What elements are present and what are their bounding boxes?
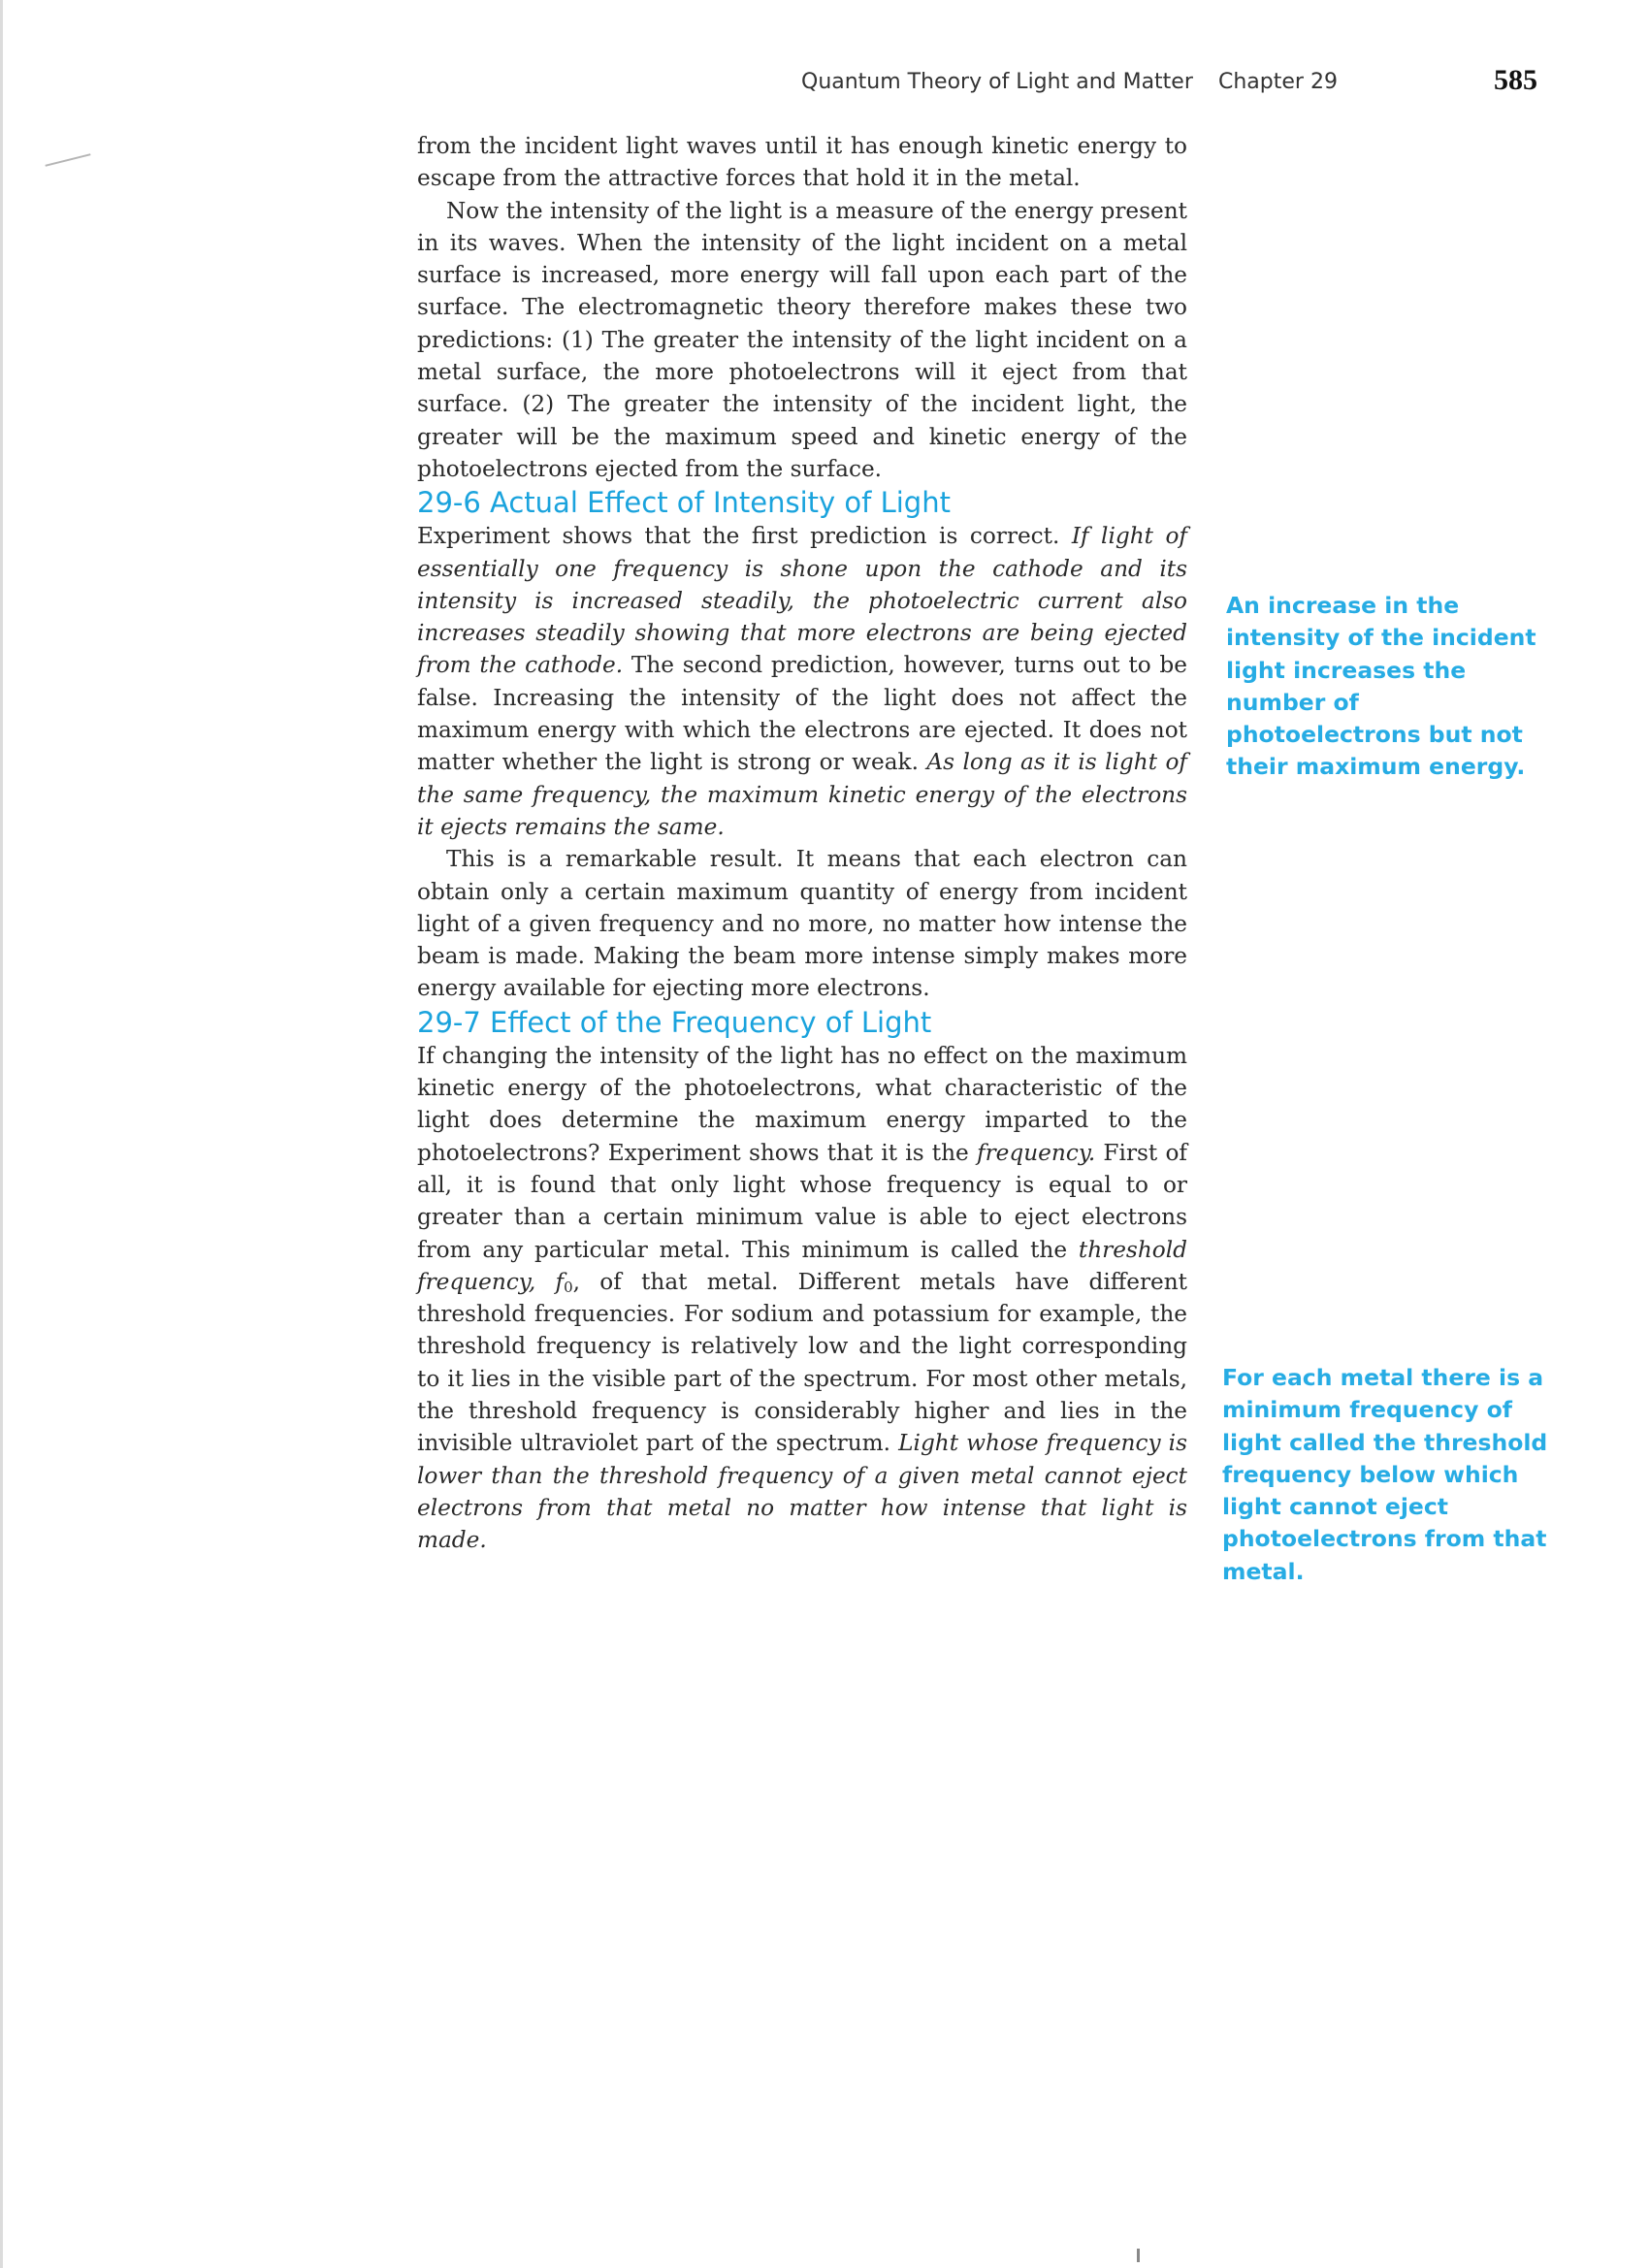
italic-run: threshold frequency, f [417,1236,1187,1295]
italic-run: If light of essentially one frequency is shone upon the cathode and its intensity is increased steadily, the photoelectric current also increases steadily showing that more electrons are being ejected from the cathode. [417,523,1187,679]
text-run: , of that metal. Different metals have different threshold frequencies. For sodium and potassium for example, the threshold frequency is relatively low and the light corresponding to it lies in the visible part of the spectrum. For most other metals, the threshold frequency is considerably higher and lies in the invisible ultraviolet part of the spectrum. [417,1268,1188,1457]
section-29-7-paragraph-1 [417,1040,1187,1557]
main-column [417,130,1187,1556]
text-run: Experiment shows that the first prediction is correct. [417,523,1072,550]
chapter-label: Chapter 29 [1218,70,1338,94]
section-heading-29-6: 29-6 Actual Effect of Intensity of Light [417,486,951,520]
margin-note-threshold: For each metal there is a minimum frequency of light called the threshold frequency below which light cannot eject photoelectrons from that metal. [1222,1364,1548,1585]
italic-run: frequency. [977,1139,1096,1166]
text-run: The second prediction, however, turns out to be false. Increasing the intensity of the light does not affect the maximum energy with which the electrons are ejected. It does not matter whether the light is strong or weak. [417,652,1187,776]
page-number: 585 [1494,64,1537,96]
section-29-6-paragraph-2: This is a remarkable result. It means that each electron can obtain only a certain maximum quantity of energy from incident light of a given frequency and no more, no matter how intense the beam is made. Making the beam more intense simply makes more energy available for ejecting more electrons. [417,846,1187,1002]
subscript-zero: 0 [564,1278,573,1296]
margin-note-intensity: An increase in the intensity of the incident light increases the number of photoelectrons but not their maximum energy. [1226,592,1536,781]
italic-run: As long as it is light of the same frequency, the maximum kinetic energy of the electrons it ejects remains the same. [417,749,1187,840]
section-29-6-paragraph-1 [417,520,1187,843]
text-run: First of all, it is found that only light whose frequency is equal to or greater than a certain minimum value is able to eject electrons from any particular metal. This minimum is called the [417,1139,1188,1263]
intro-paragraph-1: from the incident light waves until it has enough kinetic energy to escape from the attractive forces that hold it in the metal. [417,133,1187,192]
page-edge [0,0,3,2268]
italic-run: Light whose frequency is lower than the threshold frequency of a given metal cannot eject electrons from that metal no matter how intense that light is made. [417,1430,1188,1554]
text-run: If changing the intensity of the light has no effect on the maximum kinetic energy of the photoelectrons, what characteristic of the light does determine the maximum energy imparted to the photoelectrons? Experiment shows that it is the [417,1042,1187,1166]
intro-paragraph-2: Now the intensity of the light is a measure of the energy present in its waves. When the intensity of the light incident on a metal surface is increased, more energy will fall upon each part of the surface. The electromagnetic theory therefore makes these two predictions: (1) The greater the intensity of the light incident on a metal surface, the more photoelectrons will it eject from that surface. (2) The greater the intensity of the incident light, the greater will be the maximum speed and kinetic energy of the photoelectrons ejected from the surface. [417,197,1187,482]
running-title: Quantum Theory of Light and Matter [801,70,1193,94]
footer-mark [1137,2249,1140,2262]
section-heading-29-7: 29-7 Effect of the Frequency of Light [417,1005,932,1039]
scan-mark [45,153,90,167]
